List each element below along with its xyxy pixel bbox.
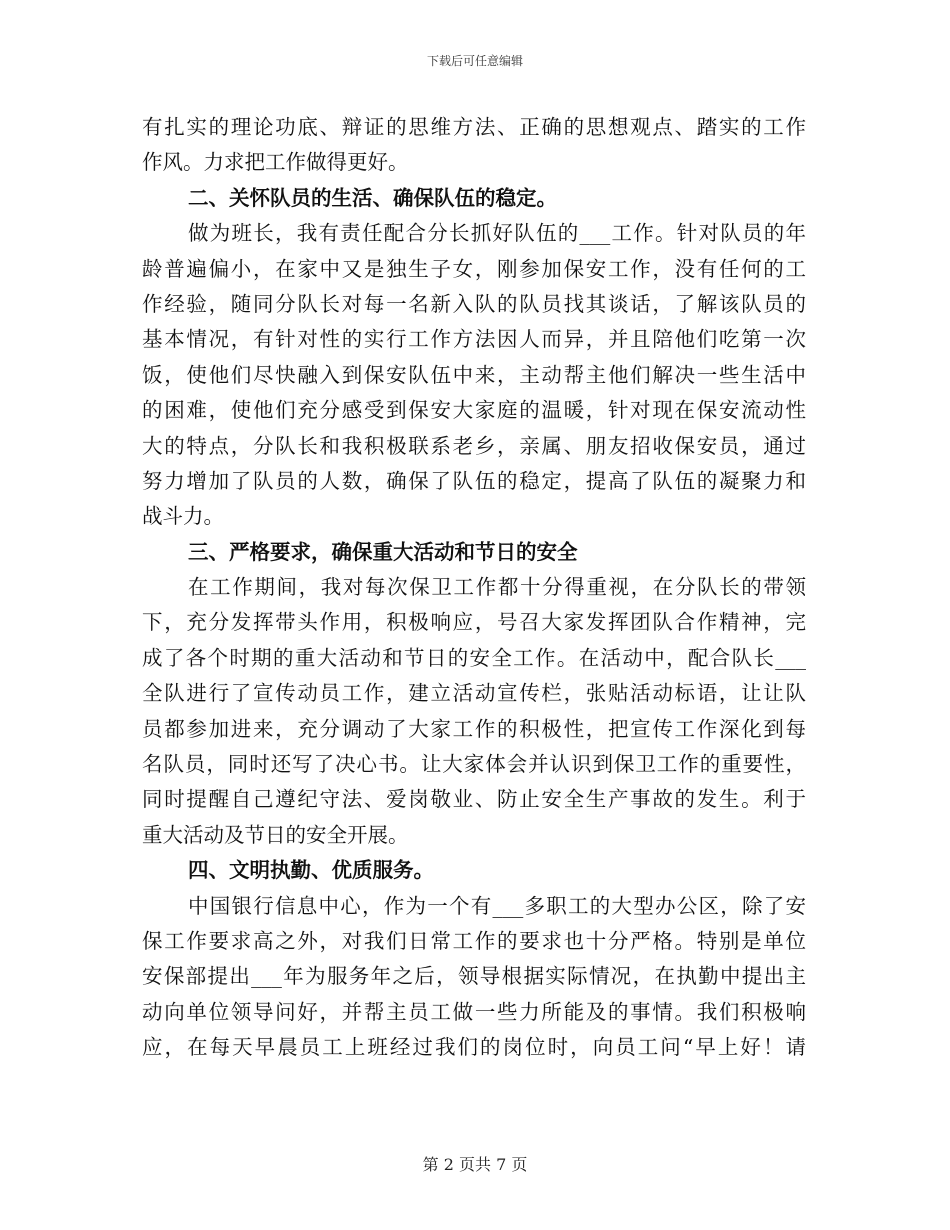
page-number: 第 2 页共 7 页 (422, 1155, 528, 1174)
body-line: 基本情况，有针对性的实行工作方法因人而异，并且陪他们吃第一次 (142, 327, 806, 352)
body-line: 安保部提出___年为服务年之后，领导根据实际情况，在执勤中提出主 (142, 964, 806, 989)
body-line: 作经验，随同分队长对每一名新入队的队员找其谈话，了解该队员的 (142, 291, 806, 316)
body-line: 成了各个时期的重大活动和节日的安全工作。在活动中，配合队长___ (142, 645, 806, 670)
body-line: 战斗力。 (142, 504, 224, 529)
body-line: 作风。力求把工作做得更好。 (142, 150, 409, 175)
section-heading: 二、关怀队员的生活、确保队伍的稳定。 (188, 185, 557, 210)
document-body (142, 110, 806, 1066)
body-line: 的困难，使他们充分感受到保安大家庭的温暖，针对现在保安流动性 (142, 398, 806, 423)
body-line: 全队进行了宣传动员工作，建立活动宣传栏，张贴活动标语，让让队 (142, 681, 806, 706)
body-line: 重大活动及节日的安全开展。 (142, 822, 409, 847)
body-line: 动向单位领导问好，并帮主员工做一些力所能及的事情。我们积极响 (142, 999, 806, 1024)
section-heading: 三、严格要求，确保重大活动和节日的安全 (188, 539, 578, 564)
paragraph-first-line: 在工作期间，我对每次保卫工作都十分得重视，在分队长的带领 (188, 575, 806, 600)
body-line: 龄普遍偏小，在家中又是独生子女，刚参加保安工作，没有任何的工 (142, 256, 806, 281)
body-line: 饭，使他们尽快融入到保安队伍中来，主动帮主他们解决一些生活中 (142, 362, 806, 387)
body-line: 下，充分发挥带头作用，积极响应，号召大家发挥团队合作精神，完 (142, 610, 806, 635)
paragraph-first-line: 做为班长，我有责任配合分长抓好队伍的___工作。针对队员的年 (188, 221, 806, 246)
body-line: 名队员，同时还写了决心书。让大家体会并认识到保卫工作的重要性， (142, 752, 806, 777)
body-line: 同时提醒自己遵纪守法、爱岗敬业、防止安全生产事故的发生。利于 (142, 787, 806, 812)
body-line: 员都参加进来，充分调动了大家工作的积极性，把宣传工作深化到每 (142, 716, 806, 741)
body-line: 大的特点，分队长和我积极联系老乡，亲属、朋友招收保安员，通过 (142, 433, 806, 458)
page-header: 下载后可任意编辑 (426, 54, 523, 68)
section-heading: 四、文明执勤、优质服务。 (188, 858, 434, 883)
body-line: 应，在每天早晨员工上班经过我们的岗位时，向员工问“早上好！请 (142, 1035, 806, 1060)
paragraph-first-line: 中国银行信息中心，作为一个有___多职工的大型办公区，除了安 (188, 893, 806, 918)
body-line: 有扎实的理论功底、辩证的思维方法、正确的思想观点、踏实的工作 (142, 115, 806, 139)
body-line: 努力增加了队员的人数，确保了队伍的稳定，提高了队伍的凝聚力和 (142, 468, 806, 493)
body-line: 保工作要求高之外，对我们日常工作的要求也十分严格。特别是单位 (142, 928, 806, 953)
